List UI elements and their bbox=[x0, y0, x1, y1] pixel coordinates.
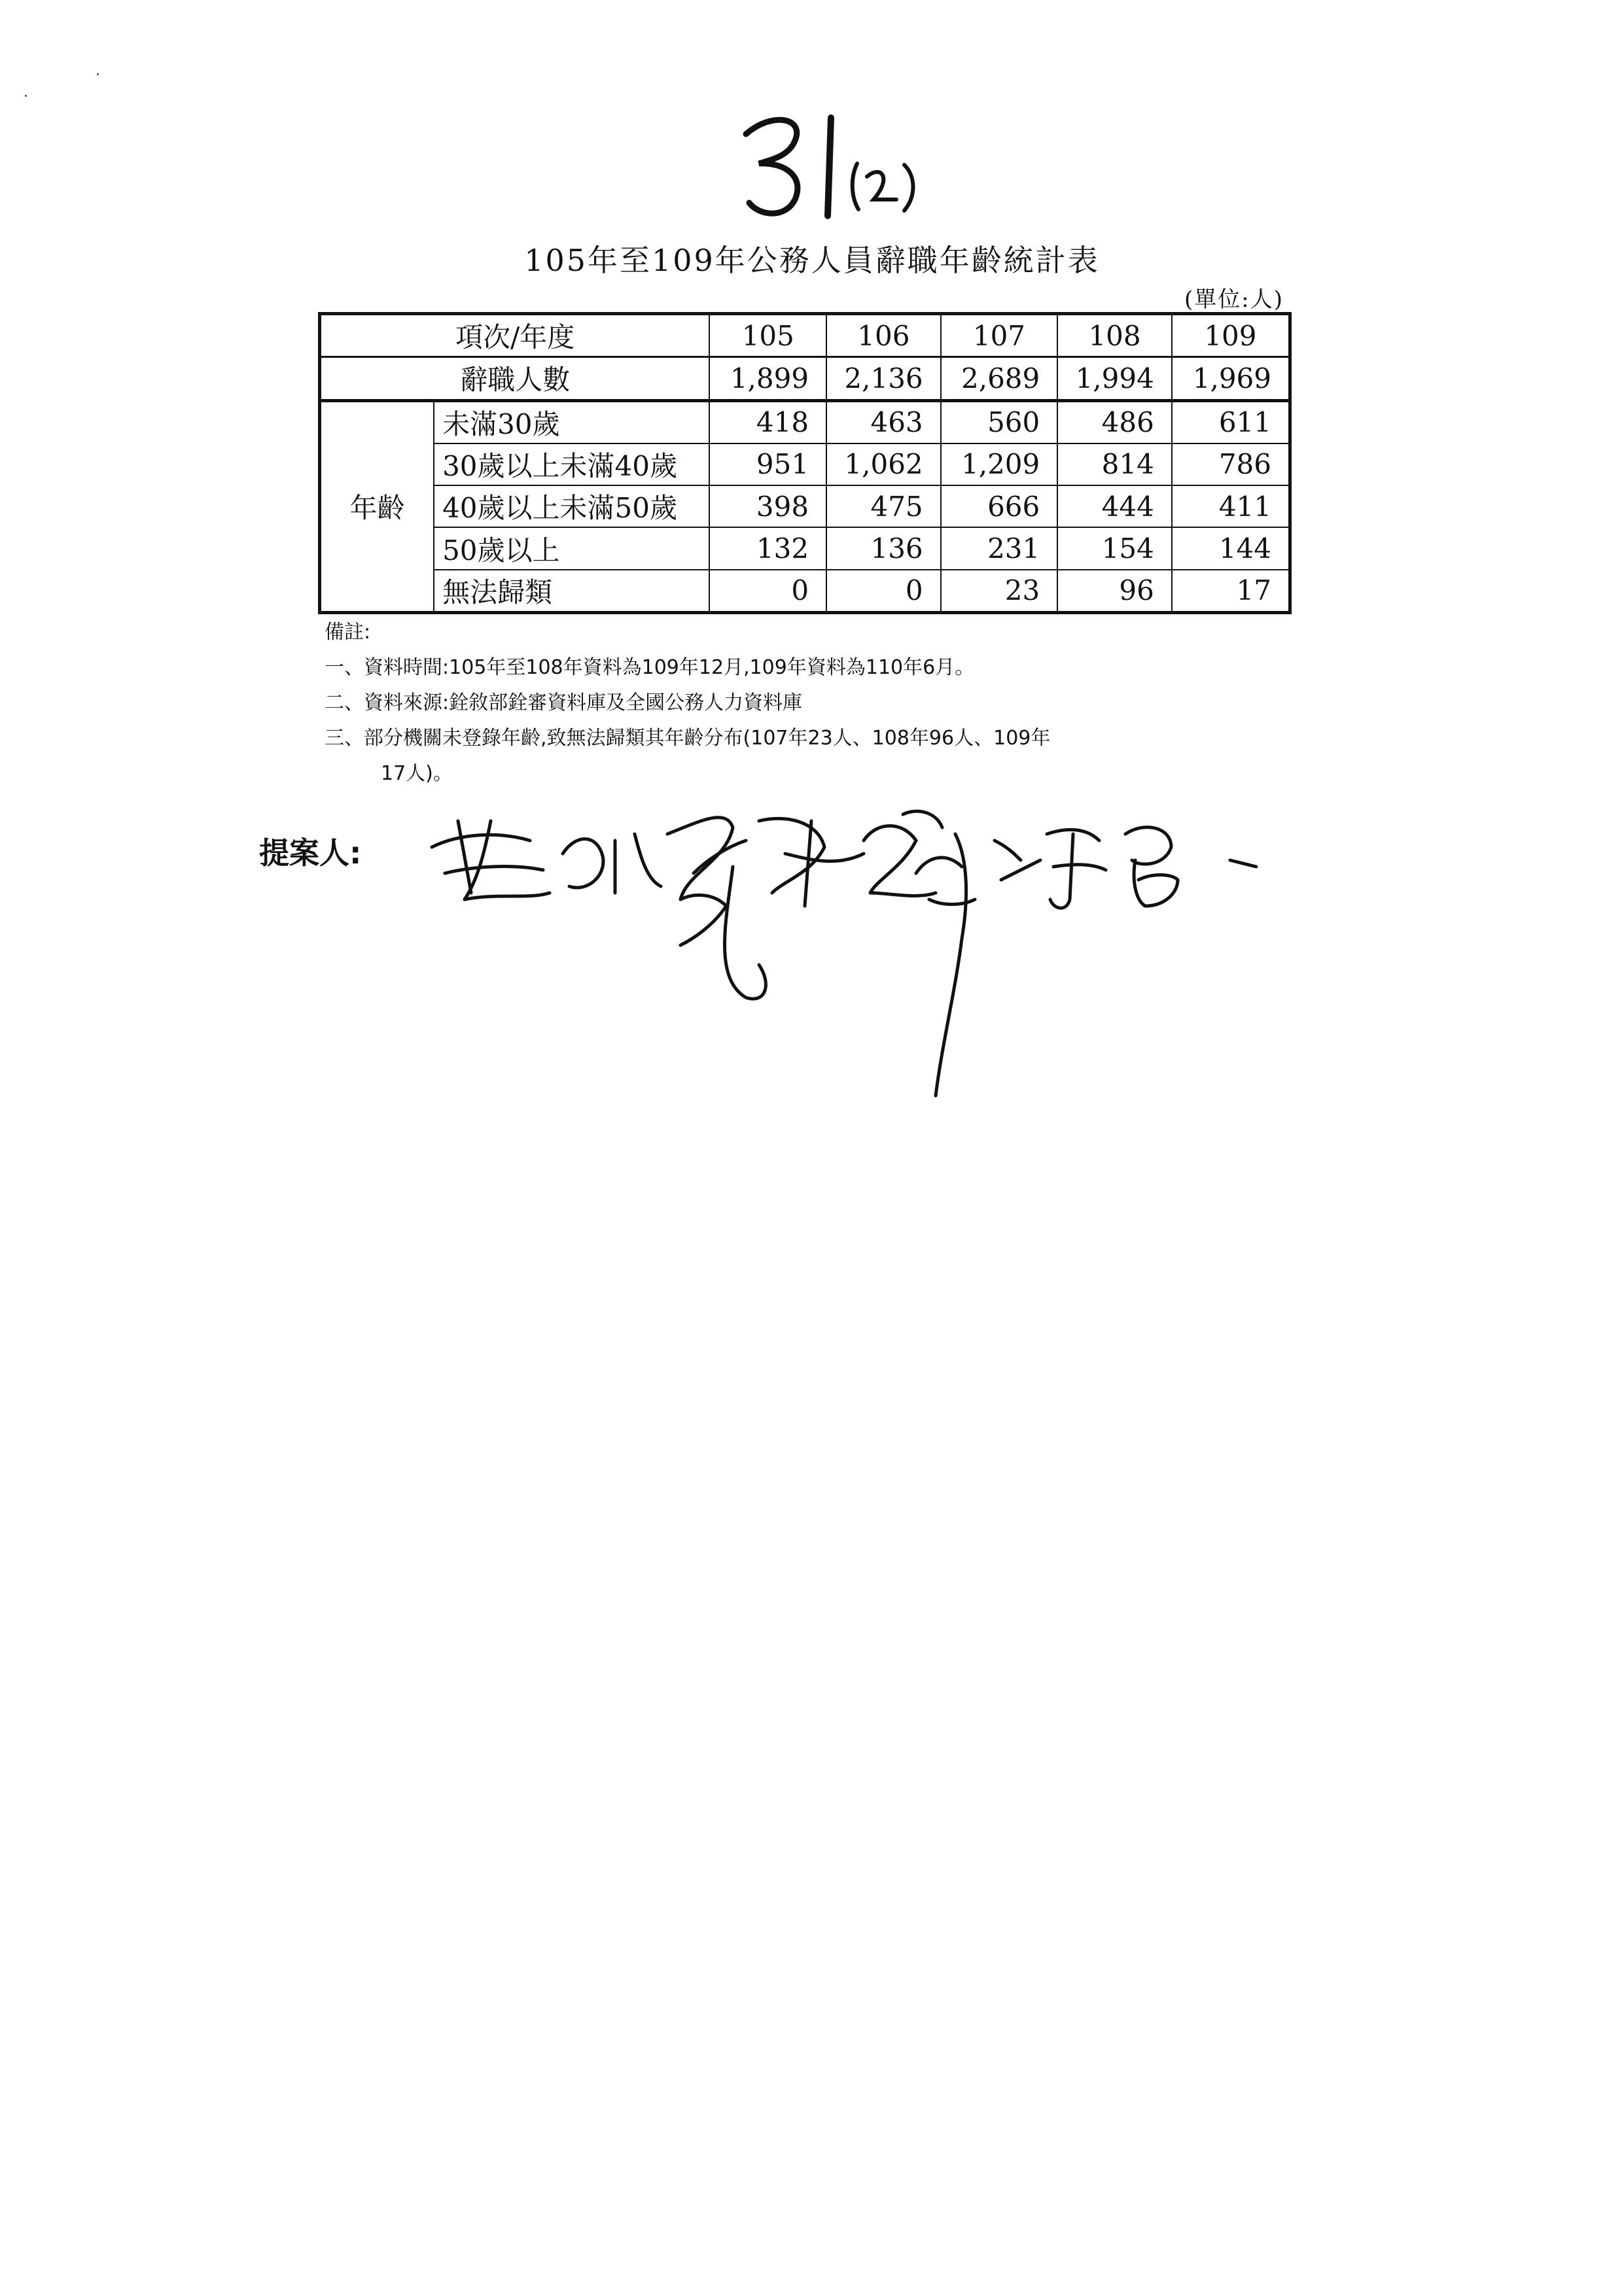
note-item: 三、部分機關未登錄年齡,致無法歸類其年齡分布(107年23人、108年96人、109年 bbox=[325, 727, 1051, 750]
table-cell: 136 bbox=[826, 527, 941, 569]
table-row bbox=[320, 444, 1290, 485]
year-header: 105 bbox=[709, 314, 826, 357]
document-title: 105年至109年公務人員辭職年齡統計表 bbox=[524, 243, 1100, 278]
table-cell: 463 bbox=[826, 400, 941, 444]
row-label: 50歲以上 bbox=[434, 527, 709, 569]
total-value: 1,994 bbox=[1057, 357, 1172, 400]
resignation-age-table bbox=[318, 312, 1292, 614]
total-label: 辭職人數 bbox=[320, 357, 710, 400]
table-cell: 786 bbox=[1172, 444, 1290, 485]
year-header: 107 bbox=[941, 314, 1058, 357]
table-cell: 398 bbox=[709, 485, 826, 527]
handwritten-page-number bbox=[733, 105, 929, 229]
table-cell: 486 bbox=[1057, 400, 1172, 444]
table-row bbox=[320, 485, 1290, 527]
unit-label: (單位:人) bbox=[1184, 287, 1284, 313]
proposer-label: 提案人: bbox=[259, 835, 362, 871]
total-value: 1,969 bbox=[1172, 357, 1290, 400]
table-cell: 951 bbox=[709, 444, 826, 485]
total-row bbox=[320, 357, 1290, 400]
table-row bbox=[320, 570, 1290, 613]
note-item: 一、資料時間:105年至108年資料為109年12月,109年資料為110年6月。 bbox=[325, 656, 975, 679]
table-cell: 611 bbox=[1172, 400, 1290, 444]
table-cell: 444 bbox=[1057, 485, 1172, 527]
year-header: 106 bbox=[826, 314, 941, 357]
table-cell: 814 bbox=[1057, 444, 1172, 485]
year-header: 108 bbox=[1057, 314, 1172, 357]
row-label: 無法歸類 bbox=[434, 570, 709, 613]
table-cell: 96 bbox=[1057, 570, 1172, 613]
table-cell: 418 bbox=[709, 400, 826, 444]
table-cell: 666 bbox=[941, 485, 1058, 527]
table-cell: 1,062 bbox=[826, 444, 941, 485]
total-value: 2,136 bbox=[826, 357, 941, 400]
table-cell: 0 bbox=[826, 570, 941, 613]
age-group-label: 年齡 bbox=[320, 400, 434, 612]
table-cell: 560 bbox=[941, 400, 1058, 444]
row-label: 40歲以上未滿50歲 bbox=[434, 485, 709, 527]
table-cell: 17 bbox=[1172, 570, 1290, 613]
scan-speck bbox=[25, 95, 27, 97]
table-header-row bbox=[320, 314, 1290, 357]
year-header: 109 bbox=[1172, 314, 1290, 357]
note-item: 二、資料來源:銓敘部銓審資料庫及全國公務人力資料庫 bbox=[325, 691, 803, 714]
row-label: 未滿30歲 bbox=[434, 400, 709, 444]
signature-drawing bbox=[419, 795, 1296, 1135]
notes-heading: 備註: bbox=[325, 621, 371, 644]
total-value: 2,689 bbox=[941, 357, 1058, 400]
scan-speck bbox=[97, 73, 99, 75]
notes-section bbox=[325, 615, 1319, 791]
table-cell: 154 bbox=[1057, 527, 1172, 569]
row-label: 30歲以上未滿40歲 bbox=[434, 444, 709, 485]
table-cell: 1,209 bbox=[941, 444, 1058, 485]
table-row bbox=[320, 527, 1290, 569]
table-cell: 231 bbox=[941, 527, 1058, 569]
table-cell: 0 bbox=[709, 570, 826, 613]
table-row bbox=[320, 400, 1290, 444]
handwritten-signatures bbox=[419, 795, 1296, 1135]
total-value: 1,899 bbox=[709, 357, 826, 400]
table-cell: 411 bbox=[1172, 485, 1290, 527]
page-number-drawing bbox=[733, 105, 929, 229]
note-continuation: 17人)。 bbox=[381, 762, 453, 785]
table-cell: 144 bbox=[1172, 527, 1290, 569]
table-cell: 132 bbox=[709, 527, 826, 569]
table-cell: 23 bbox=[941, 570, 1058, 613]
table-cell: 475 bbox=[826, 485, 941, 527]
header-label-cell: 項次/年度 bbox=[320, 314, 710, 357]
